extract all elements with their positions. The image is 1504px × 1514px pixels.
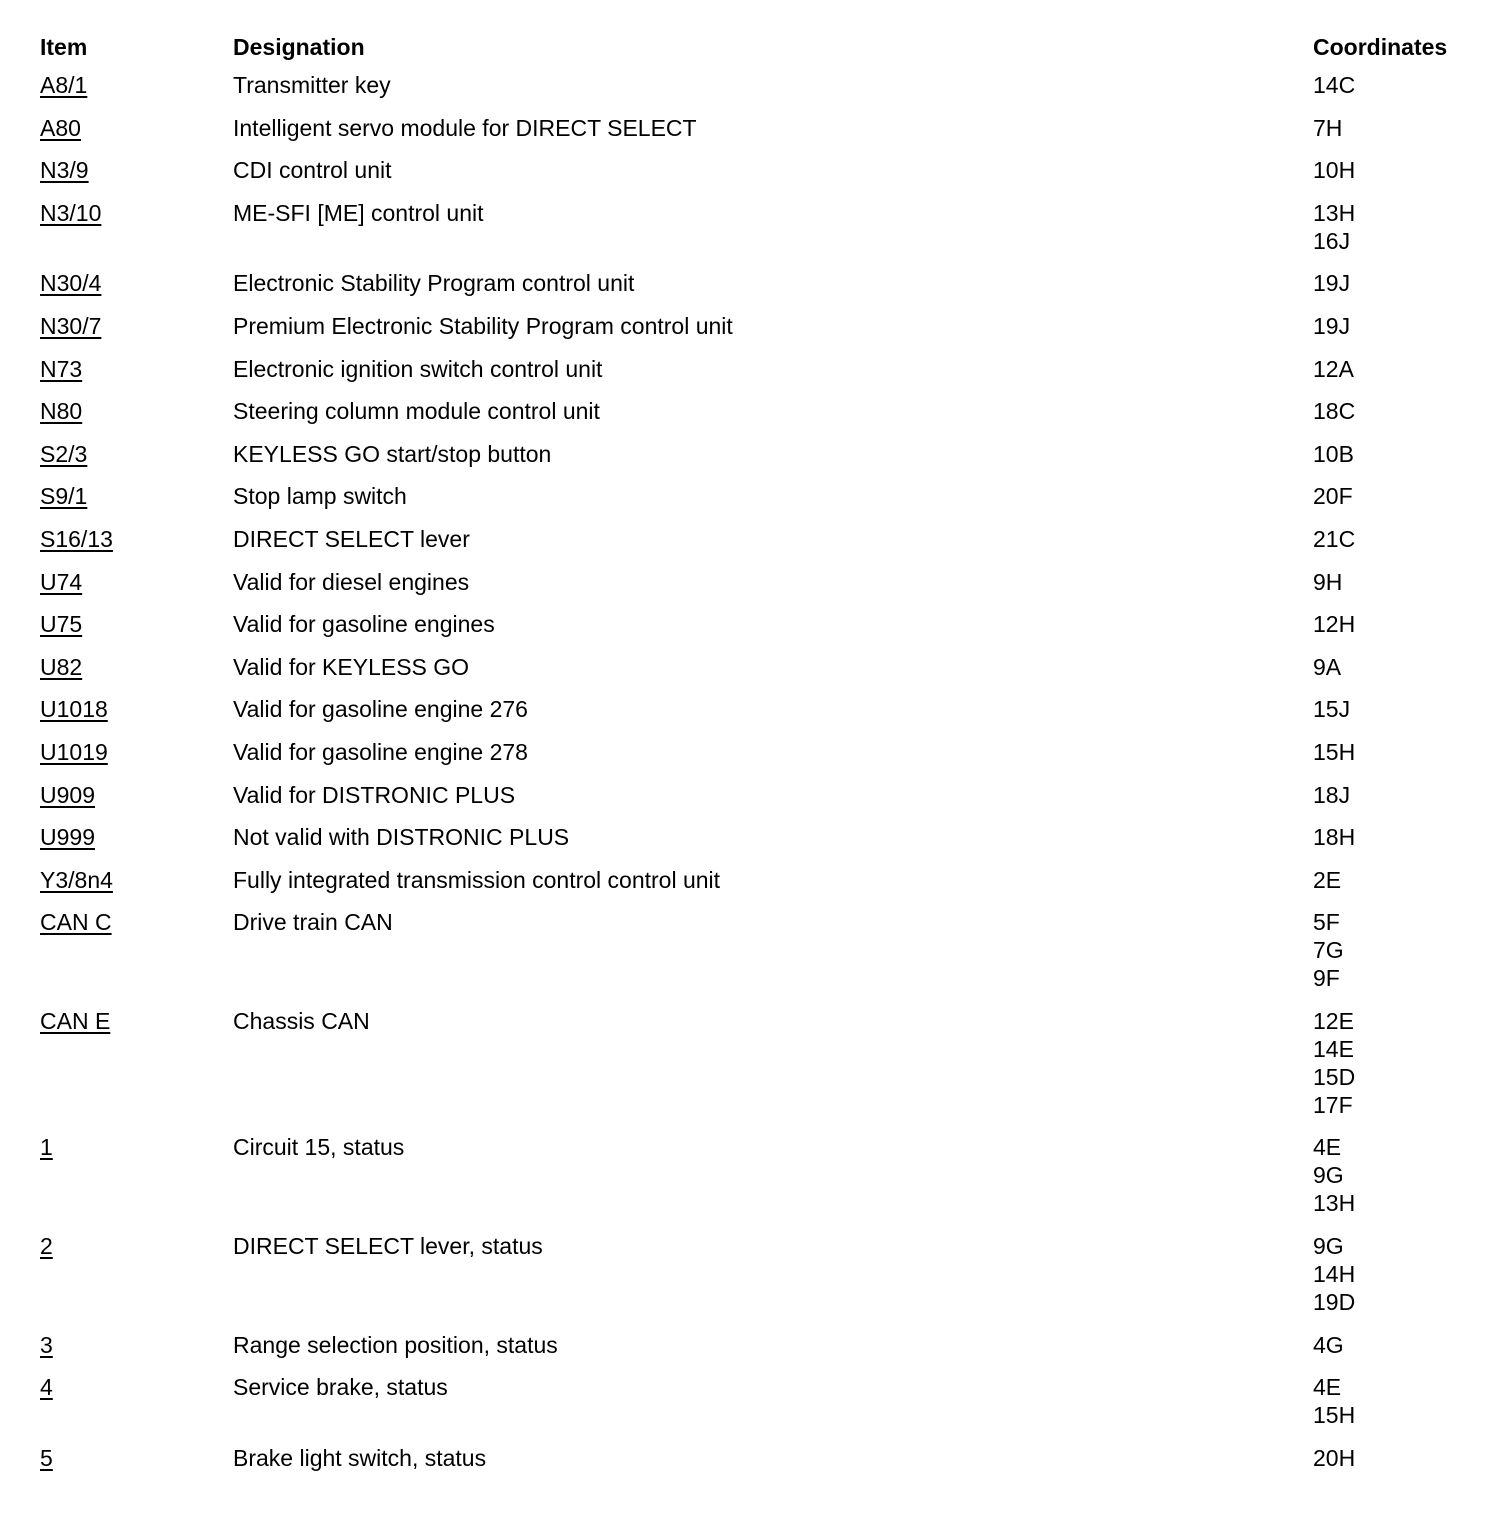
item-link[interactable]: N80: [40, 398, 83, 425]
coordinates-cell: [1313, 738, 1470, 781]
item-link[interactable]: N3/9: [40, 157, 89, 184]
coordinates-cell: [1313, 482, 1470, 525]
designation-cell: Intelligent servo module for DIRECT SELECT: [233, 114, 697, 141]
item-cell: [40, 269, 233, 312]
designation-cell: Not valid with DISTRONIC PLUS: [233, 824, 570, 851]
coordinate-value: 17F: [1313, 1091, 1353, 1118]
item-link[interactable]: CAN E: [40, 1007, 111, 1034]
coordinate-value: 9H: [1313, 568, 1343, 595]
coordinate-value: 7H: [1313, 114, 1343, 141]
coordinate-value: 2E: [1313, 866, 1342, 893]
item-cell: [40, 440, 233, 483]
coordinate-value: 15H: [1313, 738, 1356, 765]
coordinate-value: 16J: [1313, 227, 1351, 254]
item-cell: [40, 908, 233, 1007]
designation-cell: Range selection position, status: [233, 1331, 558, 1358]
item-link[interactable]: N3/10: [40, 199, 102, 226]
coordinates-cell: [1313, 1232, 1470, 1331]
item-cell: [40, 1007, 233, 1134]
coordinate-value: 20F: [1313, 483, 1353, 510]
coordinate-value: 13H: [1313, 199, 1356, 226]
coordinate-value: 18C: [1313, 398, 1356, 425]
coordinates-cell: [1313, 71, 1470, 114]
coordinates-cell: [1313, 781, 1470, 824]
coordinate-value: 18H: [1313, 824, 1356, 851]
coordinate-value: 14C: [1313, 72, 1356, 98]
designation-cell: Stop lamp switch: [233, 483, 407, 510]
item-cell: [40, 1232, 233, 1331]
designation-cell: Valid for KEYLESS GO: [233, 653, 470, 680]
designation-cell: Fully integrated transmission control control unit: [233, 866, 721, 893]
coordinate-value: 12H: [1313, 611, 1356, 638]
designation-cell: Transmitter key: [233, 72, 391, 98]
designation-cell: Circuit 15, status: [233, 1134, 405, 1161]
item-link[interactable]: N73: [40, 355, 83, 382]
coordinates-cell: [1313, 1331, 1470, 1374]
designation-cell: Valid for gasoline engines: [233, 611, 495, 638]
item-link[interactable]: 5: [40, 1444, 53, 1471]
coordinate-value: 5F: [1313, 909, 1340, 936]
coordinates-cell: [1313, 695, 1470, 738]
coordinate-value: 19J: [1313, 312, 1351, 339]
table-row: [40, 610, 1470, 653]
designation-cell: Brake light switch, status: [233, 1444, 487, 1471]
coordinate-value: 12A: [1313, 355, 1354, 382]
item-cell: [40, 397, 233, 440]
table-row: [40, 440, 1470, 483]
item-cell: [40, 695, 233, 738]
coordinate-value: 4E: [1313, 1134, 1342, 1161]
coordinates-cell: [1313, 269, 1470, 312]
coordinates-cell: [1313, 199, 1470, 270]
coordinate-value: 21C: [1313, 525, 1356, 552]
table-row: [40, 355, 1470, 398]
table-row: [40, 156, 1470, 199]
legend-body: [40, 71, 1470, 1486]
coordinate-value: 15H: [1313, 1402, 1356, 1429]
coordinates-cell: [1313, 525, 1470, 568]
item-cell: [40, 653, 233, 696]
header-coordinates: Coordinates: [1313, 34, 1448, 60]
item-link[interactable]: 1: [40, 1134, 53, 1161]
designation-cell: Drive train CAN: [233, 909, 393, 936]
table-row: [40, 1373, 1470, 1444]
coordinate-value: 9G: [1313, 1162, 1344, 1189]
item-link[interactable]: 4: [40, 1374, 53, 1401]
item-cell: [40, 71, 233, 114]
table-row: [40, 312, 1470, 355]
item-link[interactable]: U909: [40, 781, 95, 808]
coordinates-cell: [1313, 866, 1470, 909]
item-cell: [40, 525, 233, 568]
item-link[interactable]: U999: [40, 824, 95, 851]
item-link[interactable]: U1018: [40, 696, 108, 723]
designation-cell: Electronic Stability Program control unit: [233, 270, 635, 297]
coordinate-value: 19D: [1313, 1289, 1356, 1316]
designation-cell: Premium Electronic Stability Program control unit: [233, 312, 733, 339]
coordinates-cell: [1313, 653, 1470, 696]
item-link[interactable]: N30/7: [40, 312, 102, 339]
table-row: [40, 695, 1470, 738]
item-cell: [40, 781, 233, 824]
item-link[interactable]: S9/1: [40, 483, 88, 510]
designation-cell: KEYLESS GO start/stop button: [233, 440, 552, 467]
item-cell: [40, 156, 233, 199]
legend-table: [40, 28, 1470, 1486]
designation-cell: Service brake, status: [233, 1374, 448, 1401]
coordinates-cell: [1313, 440, 1470, 483]
coordinate-value: 4E: [1313, 1374, 1342, 1401]
designation-cell: Valid for diesel engines: [233, 568, 470, 595]
coordinates-cell: [1313, 312, 1470, 355]
table-row: [40, 866, 1470, 909]
coordinate-value: 10H: [1313, 157, 1356, 184]
table-row: [40, 1232, 1470, 1331]
designation-cell: Valid for DISTRONIC PLUS: [233, 781, 516, 808]
table-row: [40, 1331, 1470, 1374]
designation-cell: DIRECT SELECT lever: [233, 525, 470, 552]
table-row: [40, 781, 1470, 824]
item-link[interactable]: S2/3: [40, 440, 88, 467]
coordinates-cell: [1313, 156, 1470, 199]
table-row: [40, 908, 1470, 1007]
coordinates-cell: [1313, 397, 1470, 440]
item-cell: [40, 114, 233, 157]
designation-cell: ME-SFI [ME] control unit: [233, 199, 484, 226]
item-link[interactable]: N30/4: [40, 270, 102, 297]
item-link[interactable]: 2: [40, 1233, 53, 1260]
coordinates-cell: [1313, 610, 1470, 653]
item-link[interactable]: U74: [40, 568, 83, 595]
header-row: [40, 28, 1470, 71]
coordinates-cell: [1313, 823, 1470, 866]
coordinate-value: 14H: [1313, 1261, 1356, 1288]
designation-cell: Electronic ignition switch control unit: [233, 355, 603, 382]
coordinates-cell: [1313, 355, 1470, 398]
designation-cell: CDI control unit: [233, 157, 392, 184]
item-link[interactable]: A8/1: [40, 72, 88, 98]
coordinate-value: 12E: [1313, 1007, 1354, 1034]
item-link[interactable]: U75: [40, 611, 83, 638]
item-cell: [40, 738, 233, 781]
designation-cell: DIRECT SELECT lever, status: [233, 1233, 543, 1260]
item-link[interactable]: 3: [40, 1331, 53, 1358]
coordinate-value: 18J: [1313, 781, 1351, 808]
coordinate-value: 9G: [1313, 1233, 1344, 1260]
table-row: [40, 114, 1470, 157]
table-row: [40, 1133, 1470, 1232]
coordinates-cell: [1313, 1444, 1470, 1487]
header-designation: Designation: [233, 34, 365, 60]
coordinate-value: 15J: [1313, 696, 1351, 723]
designation-cell: Valid for gasoline engine 278: [233, 738, 528, 765]
designation-cell: Chassis CAN: [233, 1007, 370, 1034]
coordinates-cell: [1313, 908, 1470, 1007]
table-row: [40, 525, 1470, 568]
coordinate-value: 4G: [1313, 1331, 1344, 1358]
coordinate-value: 13H: [1313, 1190, 1356, 1217]
coordinate-value: 20H: [1313, 1444, 1356, 1471]
table-row: [40, 738, 1470, 781]
table-row: [40, 397, 1470, 440]
item-link[interactable]: A80: [40, 114, 81, 141]
item-cell: [40, 482, 233, 525]
designation-cell: Steering column module control unit: [233, 398, 600, 425]
coordinates-cell: [1313, 1007, 1470, 1134]
item-cell: [40, 312, 233, 355]
item-cell: [40, 823, 233, 866]
table-row: [40, 482, 1470, 525]
header-item: Item: [40, 34, 88, 60]
item-cell: [40, 199, 233, 270]
table-row: [40, 199, 1470, 270]
coordinates-cell: [1313, 568, 1470, 611]
item-cell: [40, 355, 233, 398]
table-row: [40, 71, 1470, 114]
coordinates-cell: [1313, 1133, 1470, 1232]
item-cell: [40, 610, 233, 653]
item-cell: [40, 568, 233, 611]
coordinate-value: 19J: [1313, 270, 1351, 297]
item-cell: [40, 1331, 233, 1374]
designation-cell: Valid for gasoline engine 276: [233, 696, 528, 723]
table-row: [40, 653, 1470, 696]
coordinates-cell: [1313, 114, 1470, 157]
coordinate-value: 10B: [1313, 440, 1354, 467]
item-cell: [40, 1373, 233, 1444]
table-row: [40, 568, 1470, 611]
item-link[interactable]: Y3/8n4: [40, 866, 113, 893]
table-row: [40, 1007, 1470, 1134]
item-link[interactable]: U82: [40, 653, 83, 680]
item-cell: [40, 1133, 233, 1232]
coordinate-value: 9A: [1313, 653, 1342, 680]
item-cell: [40, 866, 233, 909]
item-cell: [40, 1444, 233, 1487]
table-row: [40, 823, 1470, 866]
coordinate-value: 9F: [1313, 965, 1340, 992]
coordinate-value: 14E: [1313, 1035, 1354, 1062]
item-link[interactable]: S16/13: [40, 525, 113, 552]
table-row: [40, 1444, 1470, 1487]
coordinate-value: 7G: [1313, 937, 1344, 964]
table-row: [40, 269, 1470, 312]
coordinates-cell: [1313, 1373, 1470, 1444]
item-link[interactable]: CAN C: [40, 909, 112, 936]
item-link[interactable]: U1019: [40, 738, 108, 765]
coordinate-value: 15D: [1313, 1063, 1356, 1090]
